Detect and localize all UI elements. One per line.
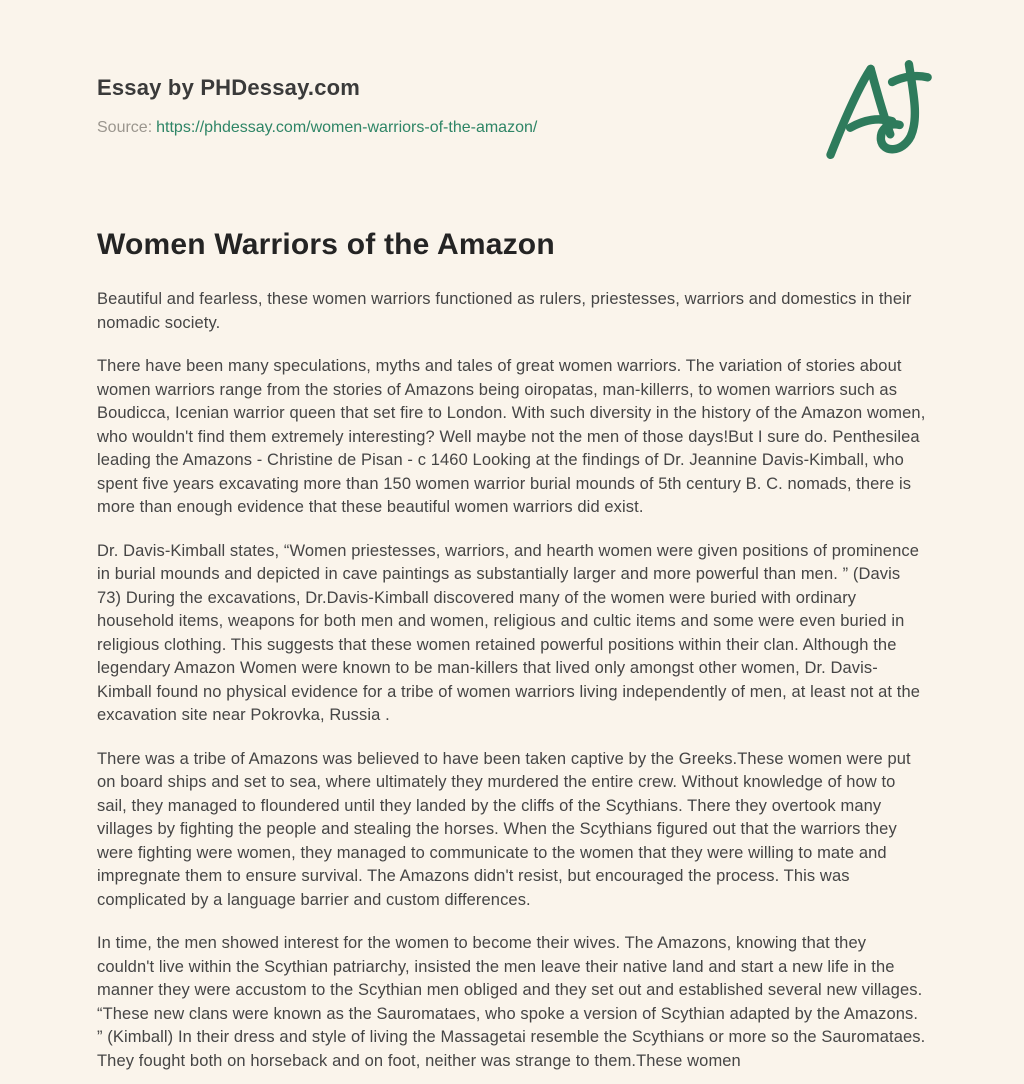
- article-title: Women Warriors of the Amazon: [97, 228, 555, 261]
- article-body: [97, 288, 927, 1073]
- paragraph: There was a tribe of Amazons was believed to have been taken captive by the Greeks.These women were put on board ships and set to sea, where ultimately they murdered the entire crew. Without knowledge of how to sail, they managed to floundered until they landed by the cliffs of the Scythians. There they overtook many villages by fighting the people and stealing the horses. When the Scythians figured out that the warriors they were fighting were women, they managed to communicate to the women that they were willing to mate and impregnate them to ensure survival. The Amazons didn't resist, but encouraged the process. This was complicated by a language barrier and custom differences.: [97, 749, 911, 909]
- brand-title: Essay by PHDessay.com: [97, 75, 361, 100]
- paragraph: Dr. Davis-Kimball states, “Women priestesses, warriors, and hearth women were given positions of prominence in burial mounds and depicted in cave paintings as substantially larger and more powerful than men. ” (Davis 73) During the excavations, Dr.Davis-Kimball discovered many of the women were buried with ordinary household items, weapons for both men and women, religious and cultic items and some were even buried in religious clothing. This suggests that these women retained powerful positions within their clan. Although the legendary Amazon Women were known to be man-killers that lived only amongst other women, Dr. Davis-Kimball found no physical evidence for a tribe of women warriors living independently of men, at least not at the excavation site near Pokrovka, Russia .: [97, 541, 920, 724]
- phdessay-a-plus-logo-icon: [824, 60, 936, 160]
- source-label: Source:: [97, 119, 153, 136]
- paragraph: In time, the men showed interest for the women to become their wives. The Amazons, knowing that they couldn't live within the Scythian patriarchy, insisted the men leave their native land and start a new life in the manner they were accustom to the Scythian men obliged and they set out and established several new villages. “These new clans were known as the Sauromataes, who spoke a version of Scythian adapted by the Amazons. ” (Kimball) In their dress and style of living the Massagetai resemble the Scythians or more so the Sauromataes. They fought both on horseback and on foot, neither was strange to them.These women: [97, 934, 926, 1070]
- paragraph: There have been many speculations, myths and tales of great women warriors. The variation of stories about women warriors range from the stories of Amazons being oiropatas, man-killerrs, to women warriors such as Boudicca, Icenian warrior queen that set fire to London. With such diversity in the history of the Amazon women, who wouldn't find them extremely interesting? Well maybe not the men of those days!But I sure do. Penthesilea leading the Amazons - Christine de Pisan - c 1460 Looking at the findings of Dr. Jeannine Davis-Kimball, who spent five years excavating more than 150 women warrior burial mounds of 5th century B. C. nomads, there is more than enough evidence that these beautiful women warriors did exist.: [97, 357, 926, 516]
- source-row: [97, 117, 927, 139]
- paragraph-intro: Beautiful and fearless, these women warriors functioned as rulers, priestesses, warriors and domestics in their nomadic society.: [97, 290, 912, 332]
- source-link[interactable]: https://phdessay.com/women-warriors-of-the-amazon/: [156, 119, 538, 136]
